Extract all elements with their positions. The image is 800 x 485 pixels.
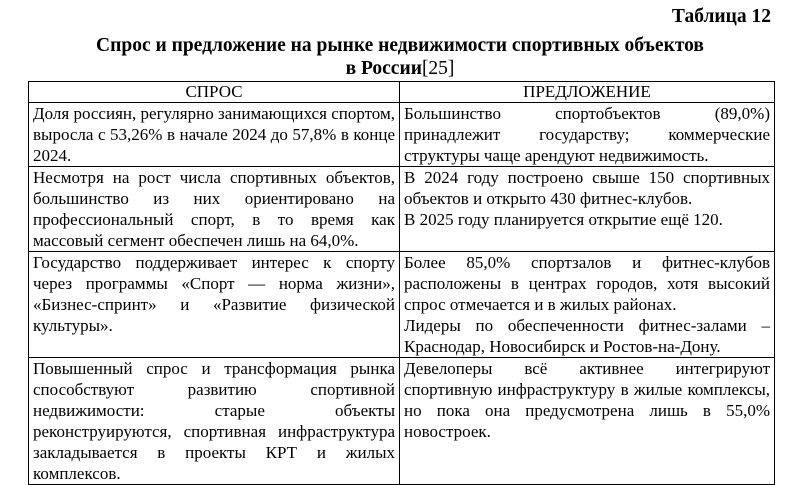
header-demand: СПРОС — [29, 82, 400, 103]
demand-cell: Государство поддерживает интерес к спорту через программы «Спорт — норма жизни», «Бизнес-спринт» и «Развитие физической культуры». — [29, 252, 400, 358]
table-number: Таблица 12 — [671, 6, 771, 27]
table-title-line2 — [0, 57, 800, 80]
table-header-row — [29, 82, 775, 103]
supply-paragraph: Лидеры по обеспеченности фитнес-залами – Краснодар, Новосибирск и Ростов-на-Дону. — [404, 316, 770, 356]
demand-cell: Повышенный спрос и трансформация рынка способствуют развитию спортивной недвижимости: старые объекты реконструируются, спортивная инфраструктура закладывается в проекты КРТ и жилых комплексов. — [29, 358, 400, 485]
demand-cell: Доля россиян, регулярно занимающихся спортом, выросла с 53,26% в начале 2024 до 57,8% в конце 2024. — [29, 103, 400, 167]
supply-paragraph: В 2025 году планируется открытие ещё 120. — [404, 210, 723, 229]
table-title-text: в России — [345, 58, 422, 79]
supply-paragraph: Девелоперы всё активнее интегрируют спортивную инфраструктуру в жилые комплексы, но пока она предусмотрена лишь в 55,0% новостроек. — [404, 359, 770, 441]
supply-cell — [400, 252, 775, 358]
table-row — [29, 252, 775, 358]
supply-cell — [400, 103, 775, 167]
citation-ref: [25] — [421, 58, 455, 79]
supply-paragraph: Более 85,0% спортзалов и фитнес-клубов расположены в центрах городов, хотя высокий спрос отмечается и в жилых районах. — [404, 253, 770, 314]
supply-cell — [400, 167, 775, 252]
header-supply: ПРЕДЛОЖЕНИЕ — [400, 82, 775, 103]
table-title-line1: Спрос и предложение на рынке недвижимости спортивных объектов — [96, 35, 704, 56]
supply-paragraph: Большинство спортобъектов (89,0%) принадлежит государству; коммерческие структуры чаще арендуют недвижимость. — [404, 104, 770, 165]
supply-paragraph: В 2024 году построено свыше 150 спортивных объектов и открыто 430 фитнес-клубов. — [404, 168, 770, 208]
table-row — [29, 358, 775, 485]
table-row — [29, 167, 775, 252]
supply-cell — [400, 358, 775, 485]
demand-cell: Несмотря на рост числа спортивных объектов, большинство из них ориентировано на профессиональный спорт, в то время как массовый сегмент обеспечен лишь на 64,0%. — [29, 167, 400, 252]
demand-supply-table — [28, 81, 775, 485]
table-row — [29, 103, 775, 167]
